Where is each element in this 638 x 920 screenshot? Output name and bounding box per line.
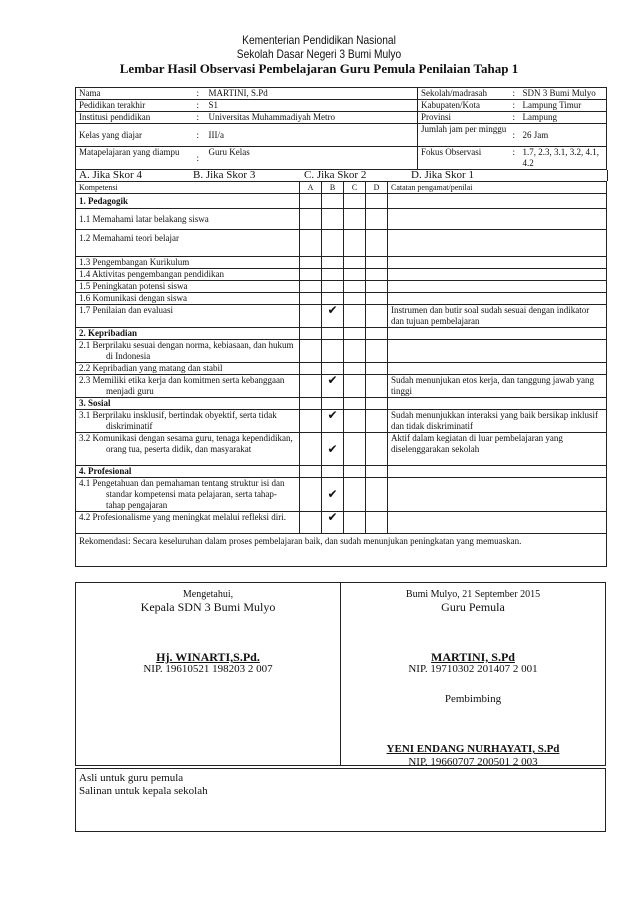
colon: : <box>194 112 206 124</box>
pembimbing-nip: NIP. 19660707 200501 2 003 <box>408 756 538 768</box>
right-name: MARTINI, S.Pd <box>431 650 515 664</box>
row-2-1: 2.1 Berprilaku sesuai dengan norma, kebiasaan, dan hukum di Indonesia <box>76 340 300 363</box>
row-3-2: 3.2 Komunikasi dengan sesama guru, tenaga kependidikan, orang tua, peserta didik, dan masyarakat <box>76 433 300 466</box>
check-mark: ✔ <box>322 305 344 328</box>
section-pedagogik: 1. Pedagogik <box>76 194 300 209</box>
note-3-2: Aktif dalam kegiatan di luar pembelajaran yang diselenggarakan sekolah <box>388 433 607 466</box>
row-3-1: 3.1 Berprilaku insklusif, bertindak obyektif, serta tidak diskriminatif <box>76 410 300 433</box>
sekolah-label: Sekolah/madrasah <box>418 88 510 100</box>
row-1-2: 1.2 Memahami teori belajar <box>76 230 300 257</box>
left-nip: NIP. 19610521 198203 2 007 <box>143 663 273 675</box>
score-d: D. Jika Skor 1 <box>411 169 474 181</box>
jam-label: Jumlah jam per minggu <box>418 124 510 147</box>
jam-value: 26 Jam <box>520 124 607 147</box>
right-role: Guru Pemula <box>441 600 505 614</box>
mapel-value: Guru Kelas <box>206 147 418 170</box>
pendidikan-value: S1 <box>206 100 418 112</box>
header-ministry: Kementerian Pendidikan Nasional <box>242 33 396 47</box>
pembimbing-name: YENI ENDANG NURHAYATI, S.Pd <box>386 743 560 755</box>
left-name: Hj. WINARTI,S.Pd. <box>156 650 260 664</box>
section-profesional: 4. Profesional <box>76 466 300 478</box>
pendidikan-label: Pedidikan terakhir <box>76 100 194 112</box>
note-1-7: Instrumen dan butir soal sudah sesuai dengan indikator dan tujuan pembelajaran <box>388 305 607 328</box>
score-a: A. Jika Skor 4 <box>79 169 142 181</box>
header-c: C <box>344 182 366 194</box>
colon: : <box>510 88 520 100</box>
header-kompetensi: Kompetensi <box>76 182 300 194</box>
institusi-label: Institusi pendidikan <box>76 112 194 124</box>
provinsi-label: Provinsi <box>418 112 510 124</box>
fokus-label: Fokus Observasi <box>418 147 510 170</box>
score-legend <box>75 170 608 181</box>
colon: : <box>510 124 520 147</box>
row-1-5: 1.5 Peningkatan potensi siswa <box>76 281 300 293</box>
note-3-1: Sudah menunjukkan interaksi yang baik bersikap inklusif dan tidak diskriminatif <box>388 410 607 433</box>
sekolah-value: SDN 3 Bumi Mulyo <box>520 88 607 100</box>
left-role: Kepala SDN 3 Bumi Mulyo <box>140 600 276 614</box>
kelas-label: Kelas yang diajar <box>76 124 194 147</box>
kabupaten-value: Lampung Timur <box>520 100 607 112</box>
score-b: B. Jika Skor 3 <box>193 169 256 181</box>
right-nip: NIP. 19710302 201407 2 001 <box>408 663 538 675</box>
check-mark: ✔ <box>322 410 344 433</box>
row-1-1: 1.1 Memahami latar belakang siswa <box>76 209 300 230</box>
colon: : <box>510 147 520 170</box>
row-4-2: 4.2 Profesionalisme yang meningkat melalui refleksi diri. <box>76 512 300 534</box>
footer-line-2: Salinan untuk kepala sekolah <box>79 785 208 797</box>
row-1-3: 1.3 Pengembangan Kurikulum <box>76 257 300 269</box>
nama-label: Nama <box>76 88 194 100</box>
nama-value: MARTINI, S.Pd <box>206 88 418 100</box>
score-c: C. Jika Skor 2 <box>304 169 367 181</box>
fokus-value: 1.7, 2.3, 3.1, 3.2, 4.1, 4.2 <box>520 147 607 170</box>
check-mark: ✔ <box>322 375 344 398</box>
colon: : <box>194 88 206 100</box>
row-4-1: 4.1 Pengetahuan dan pemahaman tentang struktur isi dan standar kompetensi mata pelajaran, serta tahap-tahap pengajaran <box>76 478 300 512</box>
colon: : <box>510 112 520 124</box>
distribution-note <box>75 768 606 832</box>
colon: : <box>194 124 206 147</box>
check-mark: ✔ <box>322 512 344 534</box>
rekomendasi: Rekomendasi: Secara keseluruhan dalam proses pembelajaran baik, dan sudah menunjukan peningkatan yang memuaskan. <box>76 534 607 567</box>
provinsi-value: Lampung <box>520 112 607 124</box>
mapel-label: Matapelajaran yang diampu <box>76 147 194 170</box>
kelas-value: III/a <box>206 124 418 147</box>
competency-table <box>75 181 607 567</box>
section-sosial: 3. Sosial <box>76 398 300 410</box>
note-2-3: Sudah menunjukan etos kerja, dan tanggung jawab yang tinggi <box>388 375 607 398</box>
colon: : <box>510 100 520 112</box>
section-kepribadian: 2. Kepribadian <box>76 328 300 340</box>
header-b: B <box>322 182 344 194</box>
row-1-7: 1.7 Penilaian dan evaluasi <box>76 305 300 328</box>
header-school: Sekolah Dasar Negeri 3 Bumi Mulyo <box>236 47 402 61</box>
colon: : <box>194 147 206 170</box>
header-a: A <box>300 182 322 194</box>
check-mark: ✔ <box>322 478 344 512</box>
colon: : <box>194 100 206 112</box>
check-mark: ✔ <box>322 433 344 466</box>
document-title: Lembar Hasil Observasi Pembelajaran Guru Pemula Penilaian Tahap 1 <box>119 61 519 76</box>
header-catatan: Catatan pengamat/penilai <box>388 182 607 194</box>
kabupaten-label: Kabupaten/Kota <box>418 100 510 112</box>
row-2-2: 2.2 Kepribadian yang matang dan stabil <box>76 363 300 375</box>
row-2-3: 2.3 Memiliki etika kerja dan komitmen serta kebanggaan menjadi guru <box>76 375 300 398</box>
info-table <box>75 87 607 170</box>
row-1-6: 1.6 Komunikasi dengan siswa <box>76 293 300 305</box>
pembimbing-label: Pembimbing <box>444 693 502 705</box>
right-date: Bumi Mulyo, 21 September 2015 <box>405 589 541 600</box>
header-d: D <box>366 182 388 194</box>
footer-line-1: Asli untuk guru pemula <box>79 772 184 784</box>
institusi-value: Universitas Muhammadiyah Metro <box>206 112 418 124</box>
row-1-4: 1.4 Aktivitas pengembangan pendidikan <box>76 269 300 281</box>
left-greeting: Mengetahui, <box>182 589 234 600</box>
